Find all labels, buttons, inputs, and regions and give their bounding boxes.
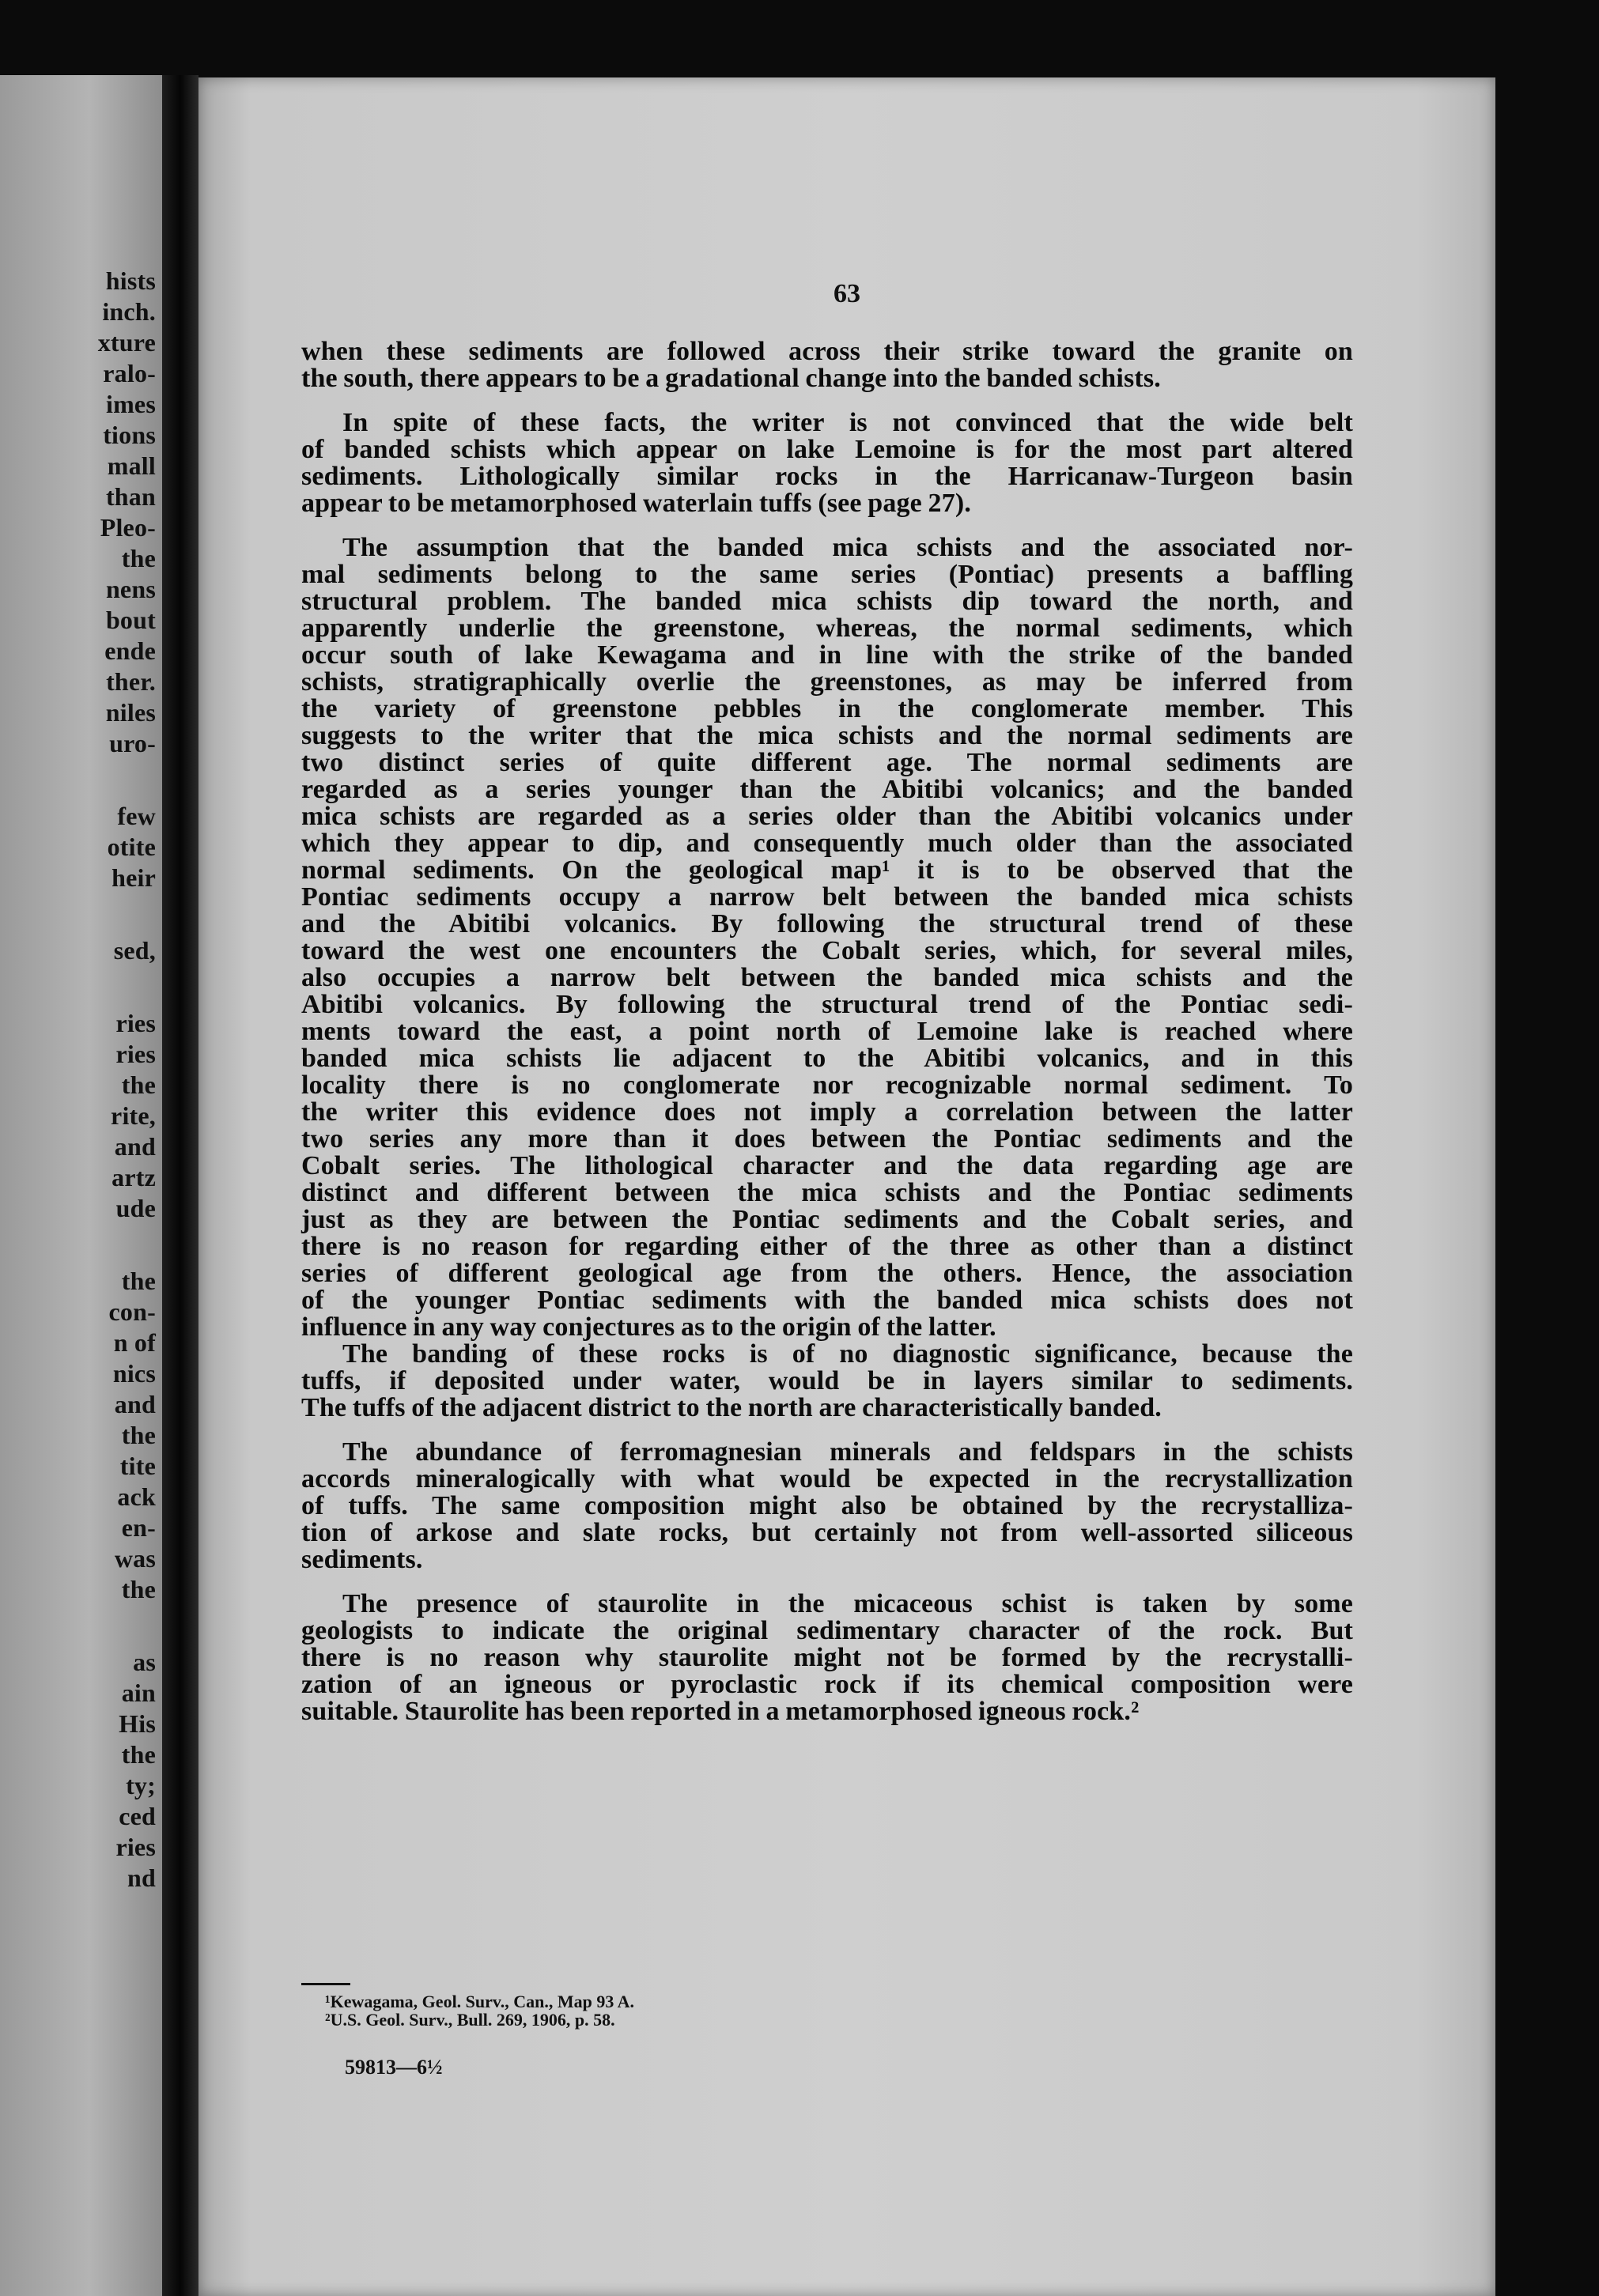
- text-line: there is no reason why staurolite might not be formed by the recrystalli-: [301, 1643, 1353, 1672]
- text-line: of the younger Pontiac sediments with the banded mica schists does not: [301, 1286, 1353, 1315]
- text-line: also occupies a narrow belt between the banded mica schists and the: [301, 963, 1353, 992]
- text-line: distinct and different between the mica schists and the Pontiac sediments: [301, 1178, 1353, 1207]
- left-page-fragment: Pleo-: [100, 513, 156, 542]
- paragraph: [301, 1591, 1353, 1725]
- left-page-fragment: nics: [112, 1359, 156, 1388]
- text-line: two distinct series of quite different age. The normal sediments are: [301, 748, 1353, 777]
- left-page-fragment: n of: [113, 1328, 156, 1357]
- text-line: there is no reason for regarding either of the three as other than a distinct: [301, 1232, 1353, 1261]
- text-line: of banded schists which appear on lake Lemoine is for the most part altered: [301, 435, 1353, 464]
- left-page-fragment: uro-: [109, 729, 156, 757]
- text-line: schists, stratigraphically overlie the greenstones, as may be inferred from: [301, 667, 1353, 697]
- left-page-fragment: ced: [119, 1802, 156, 1830]
- text-line: accords mineralogically with what would be expected in the recrystallization: [301, 1464, 1353, 1494]
- left-page-fragment: ries: [115, 1040, 156, 1068]
- left-page-fragment: was: [114, 1544, 156, 1573]
- text-line: normal sediments. On the geological map¹ it is to be observed that the: [301, 855, 1353, 885]
- text-line: banded mica schists lie adjacent to the Abitibi volcanics, and in this: [301, 1044, 1353, 1073]
- text-line: occur south of lake Kewagama and in line with the strike of the banded: [301, 640, 1353, 670]
- text-line: Pontiac sediments occupy a narrow belt between the banded mica schists: [301, 882, 1353, 912]
- left-page-fragment: and: [114, 1132, 156, 1161]
- left-page-fragment: few: [117, 802, 156, 830]
- left-page-fragment: as: [133, 1648, 156, 1676]
- text-line: geologists to indicate the original sedimentary character of the rock. But: [301, 1616, 1353, 1645]
- left-page-fragment: niles: [105, 698, 156, 727]
- text-line: which they appear to dip, and consequently much older than the associated: [301, 829, 1353, 858]
- text-line: suggests to the writer that the mica schists and the normal sediments are: [301, 721, 1353, 750]
- footnote: ¹Kewagama, Geol. Surv., Can., Map 93 A.: [325, 1992, 634, 2011]
- text-line: ments toward the east, a point north of Lemoine lake is reached where: [301, 1017, 1353, 1046]
- text-line: suitable. Staurolite has been reported in a metamorphosed igneous rock.²: [301, 1697, 1140, 1726]
- left-page-fragment: ries: [115, 1833, 156, 1861]
- left-page-fragment: ther.: [106, 667, 156, 696]
- left-page-fragment: ende: [104, 636, 156, 665]
- text-line: The tuffs of the adjacent district to the north are characteristically banded.: [301, 1393, 1162, 1422]
- left-page-fragment: His: [119, 1709, 156, 1738]
- text-line: two series any more than it does between the Pontiac sediments and the: [301, 1124, 1353, 1154]
- text-line: regarded as a series younger than the Abitibi volcanics; and the banded: [301, 775, 1353, 804]
- left-page-fragment: en-: [121, 1513, 156, 1542]
- text-line: mal sediments belong to the same series (Pontiac) presents a baffling: [301, 560, 1353, 589]
- text-line: locality there is no conglomerate nor recognizable normal sediment. To: [301, 1071, 1353, 1100]
- text-line: sediments.: [301, 1545, 423, 1574]
- text-line: In spite of these facts, the writer is not convinced that the wide belt: [342, 408, 1353, 437]
- left-page-fragment: tite: [119, 1452, 156, 1480]
- text-line: toward the west one encounters the Cobalt series, which, for several miles,: [301, 936, 1353, 965]
- left-page-fragment: the: [121, 1575, 156, 1603]
- left-page-fragment: the: [121, 1071, 156, 1099]
- left-page-fragment: imes: [105, 390, 156, 418]
- left-page-fragment: the: [121, 1267, 156, 1295]
- left-page-fragment: con-: [108, 1297, 156, 1326]
- left-page-fragment: xture: [97, 328, 156, 357]
- left-page-fragment: ain: [121, 1679, 156, 1707]
- left-page-fragment: tions: [103, 421, 156, 449]
- printer-code: 59813—6½: [345, 2056, 443, 2079]
- left-page-fragment: than: [105, 482, 156, 511]
- text-line: Abitibi volcanics. By following the structural trend of the Pontiac sedi-: [301, 990, 1353, 1019]
- text-line: structural problem. The banded mica schists dip toward the north, and: [301, 587, 1353, 616]
- page-number: 63: [834, 279, 860, 308]
- text-line: influence in any way conjectures as to the origin of the latter.: [301, 1312, 996, 1342]
- text-line: sediments. Lithologically similar rocks in the Harricanaw-Turgeon basin: [301, 462, 1353, 491]
- left-page-fragment: mall: [107, 451, 156, 480]
- text-line: just as they are between the Pontiac sediments and the Cobalt series, and: [301, 1205, 1353, 1234]
- paragraph: [301, 1341, 1353, 1422]
- text-line: The presence of staurolite in the micaceous schist is taken by some: [342, 1589, 1353, 1618]
- paragraph: [301, 338, 1353, 392]
- left-page-fragment: ude: [115, 1194, 156, 1222]
- paragraph: [301, 1439, 1353, 1573]
- text-line: apparently underlie the greenstone, whereas, the normal sediments, which: [301, 614, 1353, 643]
- left-page-fragment: ty;: [126, 1771, 156, 1799]
- text-line: series of different geological age from the others. Hence, the association: [301, 1259, 1353, 1288]
- left-page-fragment: and: [114, 1390, 156, 1418]
- left-page-fragment: hists: [105, 266, 156, 295]
- left-page-fragment: nd: [127, 1864, 156, 1892]
- text-line: tuffs, if deposited under water, would be in layers similar to sediments.: [301, 1366, 1353, 1395]
- left-page-fragment: otite: [107, 833, 156, 861]
- text-line: Cobalt series. The lithological character and the data regarding age are: [301, 1151, 1353, 1180]
- left-page-fragment: bout: [105, 606, 156, 634]
- previous-page-edge: [0, 75, 162, 2296]
- footnote: ²U.S. Geol. Surv., Bull. 269, 1906, p. 58.: [325, 2010, 615, 2030]
- left-page-fragment: rite,: [111, 1101, 156, 1130]
- left-page-fragment: artz: [112, 1163, 156, 1191]
- binding-gutter: [162, 75, 198, 2296]
- left-page-fragment: ralo-: [103, 359, 156, 387]
- text-line: tion of arkose and slate rocks, but certainly not from well-assorted siliceous: [301, 1518, 1353, 1547]
- text-line: zation of an igneous or pyroclastic rock if its chemical composition were: [301, 1670, 1353, 1699]
- text-line: the variety of greenstone pebbles in the conglomerate member. This: [301, 694, 1353, 723]
- footnotes: [325, 1992, 634, 2029]
- page-63: [198, 77, 1495, 2296]
- footnote-rule: [301, 1983, 350, 1985]
- left-page-fragment: the: [121, 544, 156, 572]
- paragraph: [301, 534, 1353, 1341]
- left-page-fragment: inch.: [102, 297, 156, 326]
- text-line: The banding of these rocks is of no diagnostic significance, because the: [342, 1339, 1353, 1369]
- text-line: the south, there appears to be a gradational change into the banded schists.: [301, 364, 1161, 393]
- body-text: [301, 338, 1353, 1725]
- text-line: The abundance of ferromagnesian minerals and feldspars in the schists: [342, 1437, 1353, 1467]
- text-line: The assumption that the banded mica schists and the associated nor-: [342, 533, 1353, 562]
- left-page-fragment: ack: [117, 1482, 156, 1511]
- text-line: the writer this evidence does not imply a correlation between the latter: [301, 1097, 1353, 1127]
- left-page-fragment: ries: [115, 1009, 156, 1037]
- text-line: of tuffs. The same composition might also be obtained by the recrystalliza-: [301, 1491, 1353, 1520]
- left-page-fragment: nens: [105, 575, 156, 603]
- paragraph: [301, 410, 1353, 517]
- left-page-fragment: the: [121, 1740, 156, 1769]
- text-line: when these sediments are followed across their strike toward the granite on: [301, 337, 1353, 366]
- left-page-fragment: sed,: [113, 936, 156, 965]
- text-line: and the Abitibi volcanics. By following the structural trend of these: [301, 909, 1353, 938]
- text-line: mica schists are regarded as a series older than the Abitibi volcanics under: [301, 802, 1353, 831]
- text-line: appear to be metamorphosed waterlain tuffs (see page 27).: [301, 489, 971, 518]
- left-page-fragment: heir: [112, 863, 156, 892]
- left-page-fragment: the: [121, 1421, 156, 1449]
